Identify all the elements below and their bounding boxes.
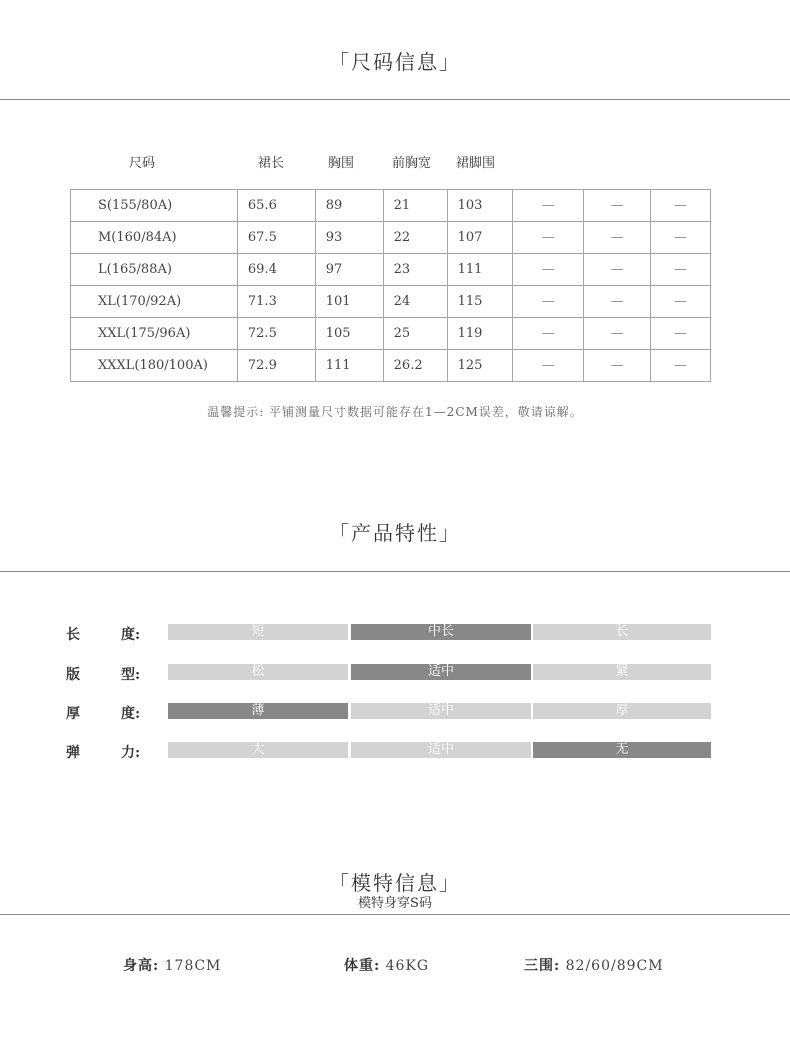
- table-row: [71, 190, 711, 222]
- measurements-value: 82/60/89CM: [565, 958, 664, 974]
- table-cell: 97: [315, 254, 383, 286]
- table-cell: 72.5: [237, 318, 315, 350]
- header-bust: 胸围: [328, 156, 355, 171]
- header-front-chest: 前胸宽: [392, 156, 432, 171]
- measurement-tip: 温馨提示: 平铺测量尺寸数据可能存在1—2CM误差，敬请谅解。: [207, 405, 583, 419]
- table-cell: —: [651, 286, 711, 318]
- feature-option: 薄: [168, 703, 348, 719]
- weight-label: 体重:: [344, 958, 381, 974]
- height-label: 身高:: [123, 958, 160, 974]
- divider: [0, 914, 790, 915]
- model-subtitle: 模特身穿S码: [358, 896, 432, 911]
- table-cell: 89: [315, 190, 383, 222]
- feature-option: 紧: [533, 664, 711, 680]
- table-cell: —: [584, 286, 651, 318]
- table-row: [71, 286, 711, 318]
- table-cell: —: [513, 254, 584, 286]
- table-cell: 111: [315, 350, 383, 382]
- feature-label-first: 弹: [66, 745, 80, 761]
- table-cell: —: [513, 350, 584, 382]
- table-cell: 72.9: [237, 350, 315, 382]
- table-cell: 101: [315, 286, 383, 318]
- table-cell: XXXL(180/100A): [71, 350, 238, 382]
- table-cell: 125: [447, 350, 513, 382]
- table-cell: L(165/88A): [71, 254, 238, 286]
- table-cell: 21: [383, 190, 447, 222]
- feature-option: 厚: [533, 703, 711, 719]
- model-weight: [344, 955, 429, 975]
- table-cell: —: [584, 222, 651, 254]
- table-cell: 25: [383, 318, 447, 350]
- feature-option: 大: [168, 742, 348, 758]
- table-cell: 22: [383, 222, 447, 254]
- header-dress-length: 裙长: [258, 156, 285, 171]
- table-cell: —: [651, 222, 711, 254]
- divider: [0, 571, 790, 572]
- table-cell: —: [584, 190, 651, 222]
- feature-label-first: 长: [66, 627, 80, 643]
- feature-option: 适中: [351, 742, 531, 758]
- table-cell: XXL(175/96A): [71, 318, 238, 350]
- table-cell: —: [651, 318, 711, 350]
- table-cell: 65.6: [237, 190, 315, 222]
- table-cell: —: [651, 190, 711, 222]
- table-cell: —: [584, 350, 651, 382]
- feature-option: 松: [168, 664, 348, 680]
- size-section-title: 「尺码信息」: [329, 50, 461, 74]
- table-cell: —: [584, 254, 651, 286]
- table-cell: 93: [315, 222, 383, 254]
- table-row: [71, 222, 711, 254]
- model-measurements: [524, 955, 664, 975]
- feature-section-title: 「产品特性」: [329, 521, 461, 545]
- table-cell: —: [651, 254, 711, 286]
- table-cell: —: [513, 190, 584, 222]
- feature-label-first: 厚: [66, 706, 80, 722]
- table-row: [71, 254, 711, 286]
- table-cell: 23: [383, 254, 447, 286]
- table-row: [71, 318, 711, 350]
- divider: [0, 99, 790, 100]
- table-cell: —: [513, 318, 584, 350]
- model-height: [123, 955, 221, 975]
- table-cell: 111: [447, 254, 513, 286]
- table-cell: 107: [447, 222, 513, 254]
- feature-option: 中长: [351, 624, 531, 640]
- table-cell: M(160/84A): [71, 222, 238, 254]
- header-hem: 裙脚围: [456, 156, 496, 171]
- feature-label-first: 版: [66, 667, 80, 683]
- measurements-label: 三围:: [524, 958, 561, 974]
- table-cell: S(155/80A): [71, 190, 238, 222]
- table-cell: XL(170/92A): [71, 286, 238, 318]
- table-cell: 105: [315, 318, 383, 350]
- table-cell: 71.3: [237, 286, 315, 318]
- feature-option: 短: [168, 624, 348, 640]
- model-section-title: 「模特信息」: [329, 871, 461, 895]
- feature-option: 长: [533, 624, 711, 640]
- table-cell: —: [513, 222, 584, 254]
- table-row: [71, 350, 711, 382]
- table-cell: —: [584, 318, 651, 350]
- feature-option: 适中: [351, 703, 531, 719]
- table-cell: 103: [447, 190, 513, 222]
- table-cell: 67.5: [237, 222, 315, 254]
- feature-option: 无: [533, 742, 711, 758]
- feature-label-second: 度:: [121, 627, 141, 643]
- table-cell: —: [651, 350, 711, 382]
- table-cell: —: [513, 286, 584, 318]
- table-cell: 69.4: [237, 254, 315, 286]
- height-value: 178CM: [164, 958, 222, 974]
- table-cell: 24: [383, 286, 447, 318]
- table-cell: 115: [447, 286, 513, 318]
- weight-value: 46KG: [385, 958, 430, 974]
- feature-option: 适中: [351, 664, 531, 680]
- feature-label-second: 力:: [121, 745, 141, 761]
- header-size: 尺码: [129, 156, 156, 171]
- size-table: [70, 189, 711, 382]
- table-cell: 26.2: [383, 350, 447, 382]
- table-cell: 119: [447, 318, 513, 350]
- feature-label-second: 型:: [121, 667, 141, 683]
- feature-label-second: 度:: [121, 706, 141, 722]
